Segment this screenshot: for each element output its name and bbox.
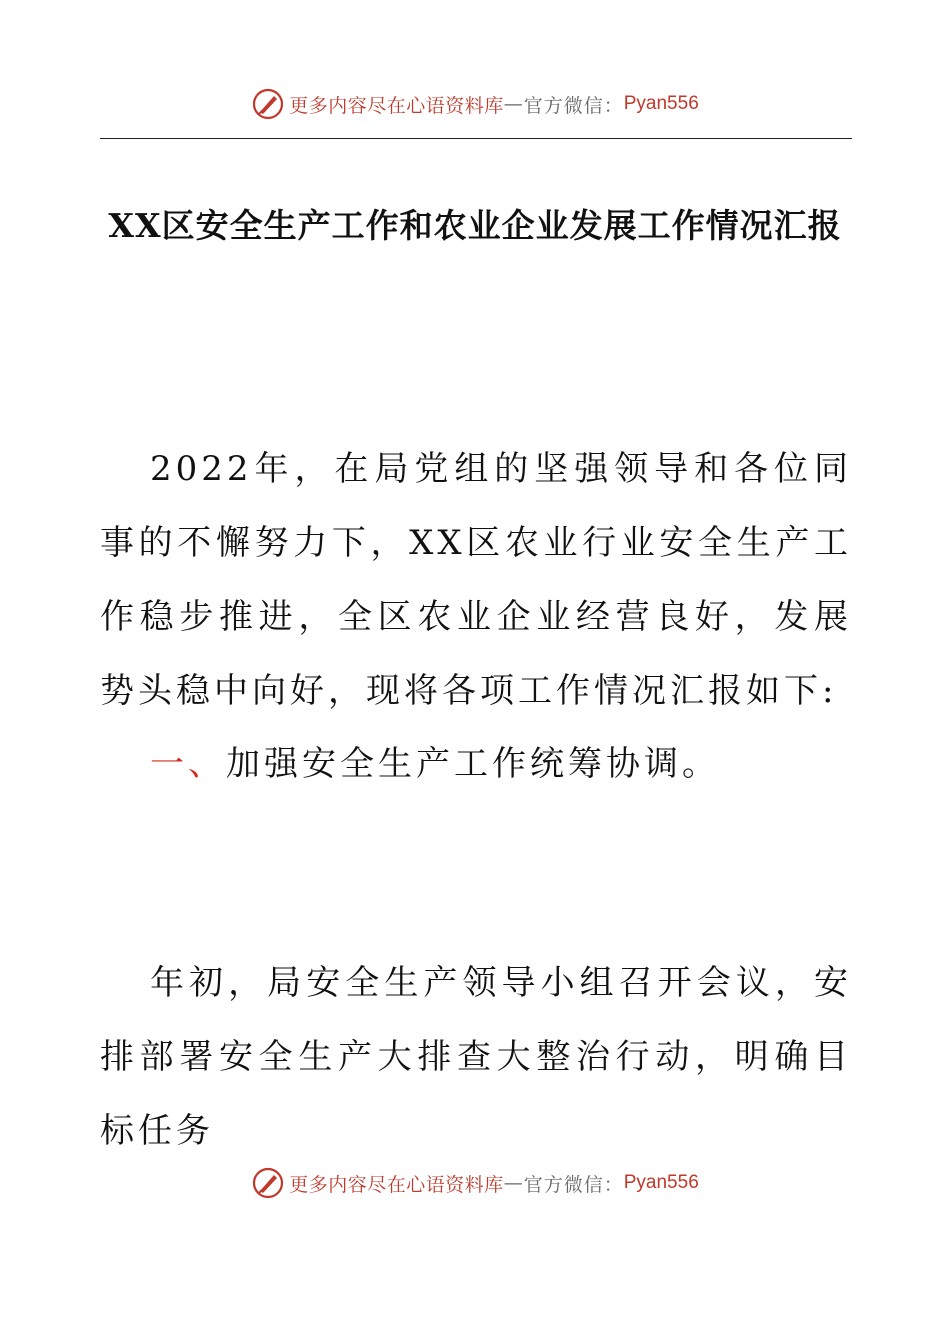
intro-paragraph: 2022年，在局党组的坚强领导和各位同事的不懈努力下，XX区农业行业安全生产工作稳步推进，全区农业企业经营良好，发展势头稳中向好，现将各项工作情况汇报如下: <box>100 449 852 711</box>
watermark-wechat-label: 官方微信： <box>523 94 624 117</box>
watermark-separator: — <box>503 93 524 115</box>
watermark-wechat-id: Pyan556 <box>623 1172 699 1193</box>
watermark-brand-text: 更多内容尽在心语资料库 <box>289 1173 504 1196</box>
watermark-brand-text: 更多内容尽在心语资料库 <box>289 94 504 117</box>
section-paragraph: 年初，局安全生产领导小组召开会议，安排部署安全生产大排查大整治行动，明确目标任务 <box>100 963 852 1151</box>
quill-pen-seal-icon <box>251 87 285 121</box>
document-title: XX区安全生产工作和农业企业发展工作情况汇报 <box>108 206 842 245</box>
section-number: 一、 <box>150 744 226 784</box>
header-divider <box>100 138 852 139</box>
section-heading-text: 加强安全生产工作统筹协调。 <box>226 744 720 784</box>
section-heading <box>150 727 720 801</box>
watermark-header <box>0 84 950 124</box>
quill-pen-seal-icon <box>251 1166 285 1200</box>
watermark-footer <box>0 1163 950 1203</box>
watermark-separator: — <box>503 1172 524 1194</box>
watermark-wechat-label: 官方微信： <box>523 1173 624 1196</box>
watermark-wechat-id: Pyan556 <box>623 93 699 114</box>
